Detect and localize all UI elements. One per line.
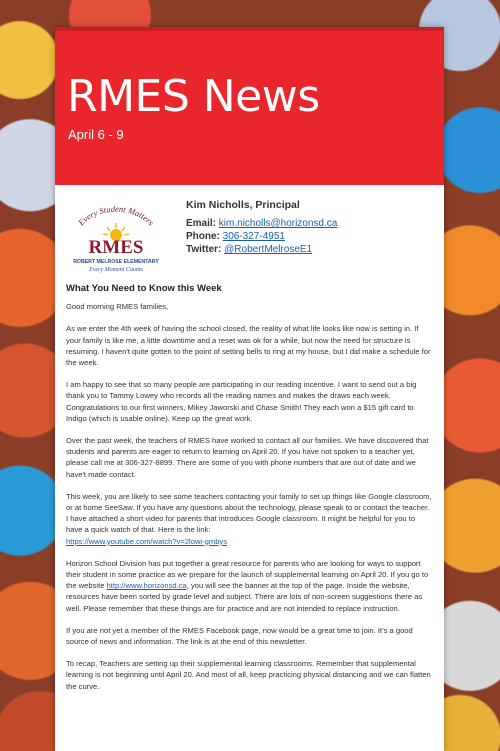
paragraph-6: If you are not yet a member of the RMES Facebook page, now would be a great time to join. It's a good source of news and information. The link is at the end of this newsletter. — [66, 625, 413, 647]
header-banner — [55, 27, 444, 185]
email-link[interactable]: kim.nicholls@horizonsd.ca — [218, 218, 338, 229]
phone-label: Phone: — [186, 231, 220, 242]
twitter-link[interactable]: @RobertMelroseE1 — [224, 244, 313, 255]
twitter-row — [186, 244, 337, 255]
paragraph-3: Over the past week, the teachers of RMES have worked to contact all our families. We have discovered that students and parents are eager to return to learning on April 20. If you have not spoken to a teacher yet, please call me at 306-327-8899. There are some of you with phone numbers that are out of date and we have't made contact. — [66, 436, 429, 479]
phone-row — [186, 231, 337, 242]
paragraph-5-text-before: Horizon School Division has put together a great resource for parents who are looking for ways to support their student in some practice as we prepare for the launch of supplemental learning on April 20. If you go to the website — [66, 558, 429, 591]
phone-link[interactable]: 306-327-4951 — [222, 231, 285, 242]
newsletter-date: April 6 - 9 — [68, 127, 124, 142]
logo-arc-text: Every Student Matters — [75, 203, 157, 228]
email-label: Email: — [186, 218, 217, 229]
paragraph-5-text-after: , you will see the banner at the top of the page. Inside the website, resources have been sorted by grade level and subject. There are lots of non-screen suggestions there as well. Please remember that these things are for practice and are not intended to replace instruction. — [66, 581, 423, 613]
paragraph-4-text: This week, you are likely to see some teachers contacting your family to set up things like Google classroom, or at home SeeSaw. If you have any questions about the technology, please speak to or contact the teacher. I have attached a short video for parents that introduces Google classroom. It might be helpful for you to have a quick watch of that. Here is the link: — [66, 491, 432, 535]
paragraph-4 — [66, 491, 433, 547]
paragraph-7: To recap, Teachers are setting up their supplemental learning classrooms. Remember that supplemental learning is not beginning until April 20. And most of all, keep practicing physical distancing and we can flatten the curve. — [66, 659, 431, 691]
logo-initials: RMES — [88, 237, 144, 258]
principal-name: Kim Nicholls, Principal — [186, 199, 300, 211]
logo-school-name: ROBERT MELROSE ELEMENTARY — [73, 259, 159, 265]
article-heading: What You Need to Know this Week — [66, 283, 222, 294]
newsletter-title: RMES News — [67, 71, 320, 122]
newsletter-card — [55, 27, 444, 751]
school-logo — [69, 201, 163, 275]
paragraph-1: As we enter the 4th week of having the school closed, the reality of what life looks like now is setting in. If your family is like me, a little downtime and a reset was ok for a while, but now the need for structure is resuming. I haven't quite gotten to the point of setting bells to ring at my house, but I did make a schedule for the week. — [66, 324, 431, 368]
logo-motto: Every Moment Counts — [89, 267, 143, 273]
twitter-label: Twitter: — [186, 244, 222, 255]
horizonsd-link[interactable]: http://www.horizonsd.ca — [106, 581, 187, 591]
contact-section — [55, 197, 444, 279]
paragraph-2: I am happy to see that so many people are participating in our reading incentive. I want to send out a big thank you to Tammy Lowey who records all the reading names and makes the draws each week. Congratulations to our first winners, Mikey Jaworski and Chase Smith! They each won a $15 gift card to Indigo (which is usable online). Keep up the great work. — [66, 380, 417, 423]
article-body — [55, 283, 444, 692]
email-row — [186, 218, 337, 229]
youtube-link[interactable]: https://www.youtube.com/watch?v=2lowi-gmbys — [66, 536, 228, 546]
principal-info — [186, 199, 337, 257]
greeting: Good morning RMES families, — [66, 302, 169, 312]
paragraph-5 — [66, 558, 433, 614]
